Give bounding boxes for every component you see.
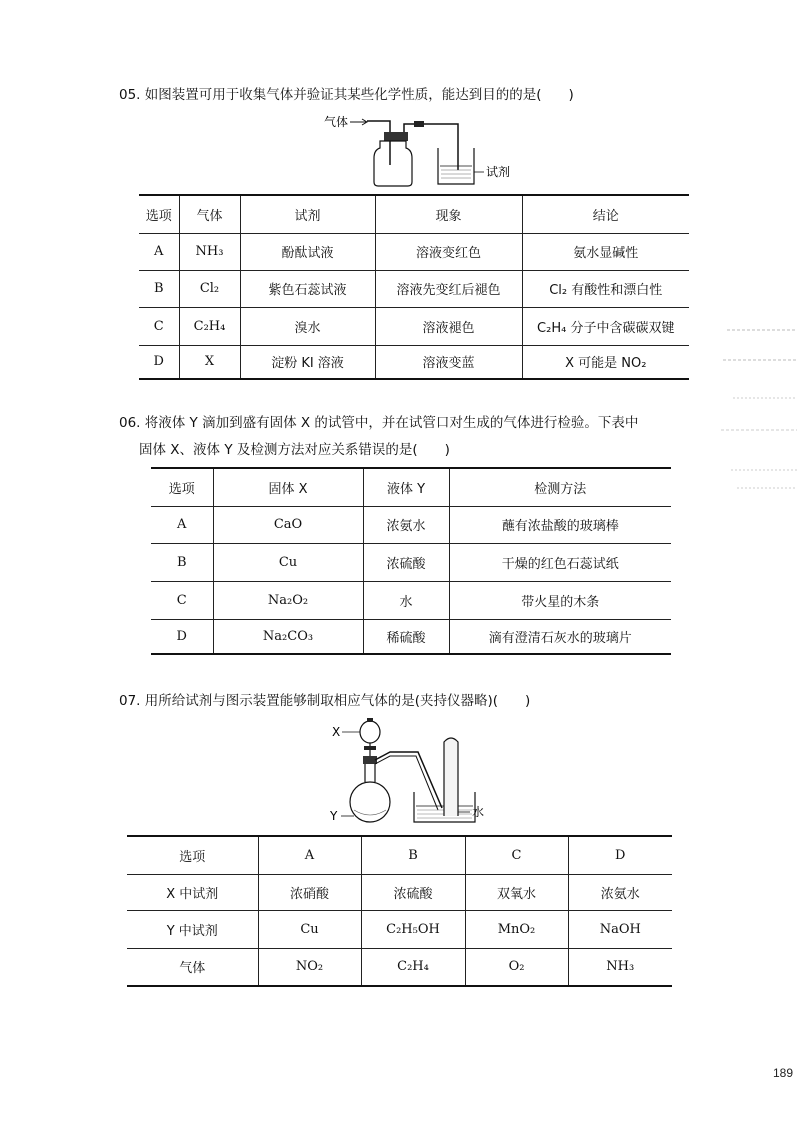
option-d-cell: NaOH <box>568 910 672 948</box>
reagent-cell: 淀粉 KI 溶液 <box>240 345 375 379</box>
header-cell: 选项 <box>151 468 213 506</box>
q06-title-line2: 固体 X、液体 Y 及检测方法对应关系错误的是( ) <box>139 442 450 458</box>
option-c-cell: 双氧水 <box>465 874 568 910</box>
q05-reagent-label: 试剂 <box>486 165 511 179</box>
q06-title-line1: 06. 将液体 Y 滴加到盛有固体 X 的试管中，并在试管口对生成的气体进行检验。下表中 <box>119 415 639 431</box>
header-cell: A <box>258 836 361 874</box>
gas-cell: Cl₂ <box>179 270 240 307</box>
option-a-cell: 浓硝酸 <box>258 874 361 910</box>
table-row <box>139 345 689 379</box>
option-b-cell: C₂H₅OH <box>361 910 465 948</box>
table-row <box>127 948 672 986</box>
gas-cell: C₂H₄ <box>179 307 240 345</box>
row-label-cell: 气体 <box>127 948 258 986</box>
header-cell: C <box>465 836 568 874</box>
option-cell: D <box>151 619 213 654</box>
table-row <box>139 270 689 307</box>
header-cell: 检测方法 <box>449 468 671 506</box>
table-row <box>139 307 689 345</box>
header-cell: 气体 <box>179 195 240 233</box>
q05-gas-collection-apparatus <box>310 110 530 190</box>
liquid-cell: 浓氨水 <box>363 506 449 543</box>
q07-gas-generation-apparatus <box>330 712 510 830</box>
conclusion-cell: Cl₂ 有酸性和漂白性 <box>522 270 689 307</box>
q07-table <box>127 835 672 987</box>
header-cell: D <box>568 836 672 874</box>
q05-gas-label: 气体 <box>324 115 349 129</box>
method-cell: 带火星的木条 <box>449 581 671 619</box>
option-cell: D <box>139 345 179 379</box>
header-cell: B <box>361 836 465 874</box>
option-cell: B <box>139 270 179 307</box>
table-row <box>127 874 672 910</box>
conclusion-cell: C₂H₄ 分子中含碳碳双键 <box>522 307 689 345</box>
reagent-cell: 酚酞试液 <box>240 233 375 270</box>
table-row <box>151 581 671 619</box>
phenomenon-cell: 溶液褪色 <box>375 307 522 345</box>
table-row <box>151 506 671 543</box>
header-cell: 试剂 <box>240 195 375 233</box>
conclusion-cell: 氨水显碱性 <box>522 233 689 270</box>
q07-water-label: 水 <box>472 805 485 819</box>
header-cell: 现象 <box>375 195 522 233</box>
phenomenon-cell: 溶液变红色 <box>375 233 522 270</box>
table-row <box>151 619 671 654</box>
conclusion-cell: X 可能是 NO₂ <box>522 345 689 379</box>
table-row <box>127 910 672 948</box>
option-a-cell: Cu <box>258 910 361 948</box>
option-b-cell: C₂H₄ <box>361 948 465 986</box>
q07-x-label: X <box>332 725 341 739</box>
table-row <box>151 543 671 581</box>
q07-title: 07. 用所给试剂与图示装置能够制取相应气体的是(夹持仪器略)( ) <box>119 693 531 709</box>
solid-cell: Na₂CO₃ <box>213 619 363 654</box>
option-d-cell: NH₃ <box>568 948 672 986</box>
q06-table <box>151 467 671 655</box>
method-cell: 滴有澄清石灰水的玻璃片 <box>449 619 671 654</box>
option-c-cell: MnO₂ <box>465 910 568 948</box>
method-cell: 蘸有浓盐酸的玻璃棒 <box>449 506 671 543</box>
q06-header-row <box>151 468 671 506</box>
header-cell: 选项 <box>139 195 179 233</box>
page-number: 189 <box>773 1066 794 1080</box>
reagent-cell: 紫色石蕊试液 <box>240 270 375 307</box>
table-row <box>139 233 689 270</box>
option-d-cell: 浓氨水 <box>568 874 672 910</box>
q06-title <box>119 410 638 464</box>
liquid-cell: 稀硫酸 <box>363 619 449 654</box>
option-cell: A <box>139 233 179 270</box>
margin-rule-marks <box>715 318 800 518</box>
option-b-cell: 浓硫酸 <box>361 874 465 910</box>
gas-cell: NH₃ <box>179 233 240 270</box>
solid-cell: Cu <box>213 543 363 581</box>
header-cell: 液体 Y <box>363 468 449 506</box>
header-cell: 选项 <box>127 836 258 874</box>
option-cell: B <box>151 543 213 581</box>
option-cell: C <box>139 307 179 345</box>
gas-cell: X <box>179 345 240 379</box>
q07-y-label: Y <box>330 809 338 823</box>
solid-cell: Na₂O₂ <box>213 581 363 619</box>
phenomenon-cell: 溶液变蓝 <box>375 345 522 379</box>
solid-cell: CaO <box>213 506 363 543</box>
option-cell: C <box>151 581 213 619</box>
liquid-cell: 浓硫酸 <box>363 543 449 581</box>
q05-title: 05. 如图装置可用于收集气体并验证其某些化学性质，能达到目的的是( ) <box>119 87 574 103</box>
liquid-cell: 水 <box>363 581 449 619</box>
option-cell: A <box>151 506 213 543</box>
phenomenon-cell: 溶液先变红后褪色 <box>375 270 522 307</box>
row-label-cell: X 中试剂 <box>127 874 258 910</box>
q07-header-row <box>127 836 672 874</box>
option-c-cell: O₂ <box>465 948 568 986</box>
header-cell: 固体 X <box>213 468 363 506</box>
row-label-cell: Y 中试剂 <box>127 910 258 948</box>
reagent-cell: 溴水 <box>240 307 375 345</box>
method-cell: 干燥的红色石蕊试纸 <box>449 543 671 581</box>
header-cell: 结论 <box>522 195 689 233</box>
q05-table <box>139 194 689 380</box>
q05-header-row <box>139 195 689 233</box>
option-a-cell: NO₂ <box>258 948 361 986</box>
